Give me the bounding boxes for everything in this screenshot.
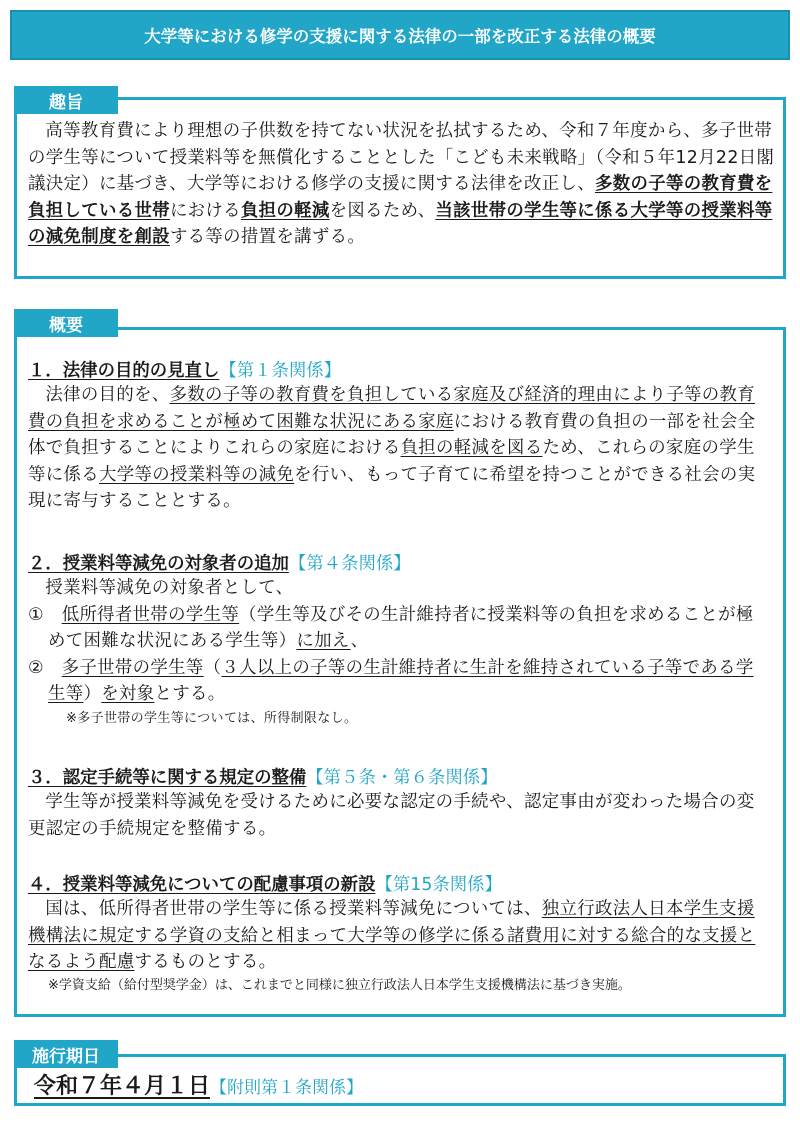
item3-body: 学生等が授業料等減免を受けるために必要な認定の手続や、認定事由が変わった場合の変更認定の手続規定を整備する。: [28, 792, 755, 839]
effective-date-row: [34, 1069, 363, 1100]
item2-ref: 【第４条関係】: [288, 554, 411, 574]
item2-body: [28, 575, 768, 730]
purpose-highlight-2: 負担の軽減: [240, 200, 330, 221]
purpose-highlight-1: 多数の子等の教育費を負担している世帯: [28, 174, 773, 221]
effective-date-label: 施行期日: [14, 1040, 118, 1068]
purpose-text: 高等教育費により理想の子供数を持てない状況を払拭するため、令和７年度から、多子世帯の学生等について授業料等を無償化することとした「こども未来戦略」（令和５年12月22日閣議決定）に基づき、大学等における修学の支援に関する法律を改正し、多数の子等の教育費を負担している世帯における負担の軽減を図るため、当該世帯の学生等に係る大学等の授業料等の減免制度を創設する等の措置を講ずる。: [28, 121, 775, 247]
effective-date-ref: 【附則第１条関係】: [210, 1078, 364, 1098]
item3-heading: ３．認定手続等に関する規定の整備【第５条・第６条関係】: [28, 768, 498, 788]
item2-intro: 授業料等減免の対象者として、: [45, 578, 294, 598]
item4-note: ※学資支給（給付型奨学金）は、これまでと同様に独立行政法人日本学生支援機構法に基づき実施。: [48, 978, 631, 993]
page-title: 大学等における修学の支援に関する法律の一部を改正する法律の概要: [10, 10, 790, 60]
purpose-highlight-3: 当該世帯の学生等に係る大学等の授業料等の減免制度を創設: [28, 200, 773, 247]
item2-note: ※多子世帯の学生等については、所得制限なし。: [66, 710, 358, 726]
item4-heading: ４．授業料等減免についての配慮事項の新設【第15条関係】: [28, 875, 502, 895]
overview-label: 概要: [14, 309, 118, 337]
item1-ref: 【第１条関係】: [219, 361, 342, 381]
purpose-label: 趣旨: [14, 86, 118, 114]
item1-heading: １．法律の目的の見直し【第１条関係】: [28, 361, 342, 381]
item4-body: 国は、低所得者世帯の学生等に係る授業料等減免については、独立行政法人日本学生支援機構法に規定する学資の支給と相まって大学等の修学に係る諸費用に対する総合的な支援となるよう配慮するものとする。: [28, 899, 756, 972]
item2-list-item-2: ② 多子世帯の学生等（３人以上の子等の生計維持者に生計を維持されている子等である学生等）を対象とする。: [28, 657, 754, 704]
item2-heading: ２．授業料等減免の対象者の追加【第４条関係】: [28, 554, 411, 574]
item3-ref: 【第５条・第６条関係】: [306, 768, 498, 788]
item2-list-item-1: ① 低所得者世帯の学生等（学生等及びその生計維持者に授業料等の負担を求めることが極めて困難な状況にある学生等）に加え、: [28, 604, 754, 651]
item1-body: 法律の目的を、多数の子等の教育費を負担している家庭及び経済的理由により子等の教育費の負担を求めることが極めて困難な状況にある家庭における教育費の負担の一部を社会全体で負担することによりこれらの家庭における負担の軽減を図るため、これらの家庭の学生等に係る大学等の授業料等の減免を行い、もって子育てに希望を持つことができる社会の実現に寄与することとする。: [28, 385, 756, 511]
effective-date: 令和７年４月１日: [34, 1074, 211, 1099]
item4-ref: 【第15条関係】: [375, 875, 502, 895]
